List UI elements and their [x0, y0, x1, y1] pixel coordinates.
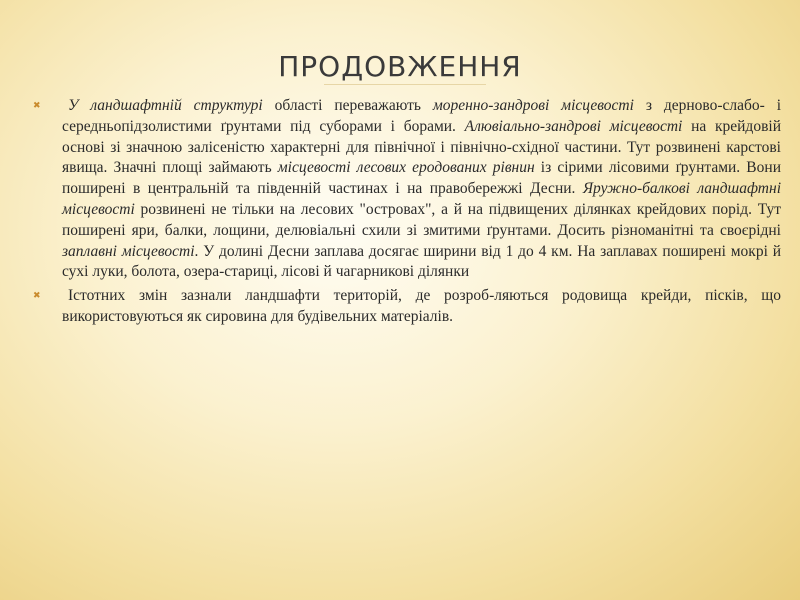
text-run: на крейдовій основі зі значною залісеністю характерні для північної і північно-східної частини. Тут розвинені карстові явища. Значні площі займають: [62, 117, 781, 177]
x-bullet-icon: ✖: [33, 101, 41, 111]
x-bullet-icon: ✖: [33, 291, 41, 302]
text-run: . У долині Десни заплава досягає ширини від 1 до 4 км. На заплавах поширені мокрі й сухі луки, болота, озера-стариці, лісові й чагарникові ділянки: [62, 242, 781, 281]
bullet-paragraph-1: [33, 96, 782, 283]
text-run: моренно-зандрові місцевості: [432, 97, 634, 114]
slide-title: ПРОДОВЖЕННЯ: [278, 50, 522, 83]
text-run: області переважають: [262, 97, 433, 114]
text-run: Алювіально-зандрові місцевості: [464, 117, 683, 135]
text-run: Яружно-балкові ландшафтні місцевості: [62, 180, 781, 218]
text-run: заплавні місцевості: [62, 242, 195, 260]
text-run: з дерново-слабо- і середньопідзолистими ґрунтами під суборами і борами.: [62, 97, 782, 135]
text-run: У ландшафтній структурі: [68, 97, 263, 114]
slide-body: [33, 96, 782, 331]
title-underline: [324, 84, 486, 85]
text-run: розвинені не тільки на лесових "островах", а й на підвищених ділянках крейдових порід. Тут поширені яри, балки, лощини, делювіальні схили зі змитими ґрунтами. Досить різноманітні та своєрідні: [62, 200, 781, 239]
text-run: із сірими лісовими ґрунтами. Вони поширені в центральній та південній частинах і на правобережжі Десни.: [62, 159, 781, 198]
bullet-paragraph-2: [33, 286, 781, 328]
text-run: місцевості лесових еродованих рівнин: [277, 159, 535, 177]
text-run: Істотних змін зазнали ландшафти територій, де розроб-ляються родовища крейди, пісків, що використовуються як сировина для будівельних матеріалів.: [62, 287, 781, 325]
